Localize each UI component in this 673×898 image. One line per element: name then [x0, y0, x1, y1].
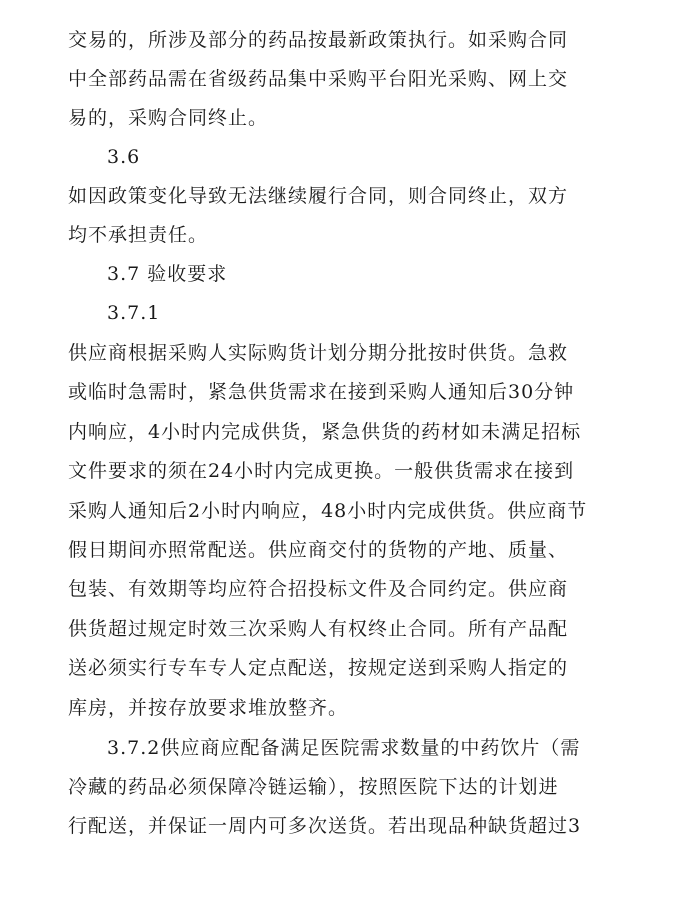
section-heading: 3.6: [107, 146, 141, 168]
text-line: 或临时急需时，紧急供货需求在接到采购人通知后30分钟: [68, 381, 575, 403]
text-line: 假日期间亦照常配送。供应商交付的货物的产地、质量、: [68, 539, 569, 561]
text-line: 送必须实行专车专人定点配送，按规定送到采购人指定的: [68, 657, 569, 679]
text-line: 冷藏的药品必须保障冷链运输），按照医院下达的计划进: [68, 776, 559, 798]
text-line: 交易的，所涉及部分的药品按最新政策执行。如采购合同: [68, 29, 569, 51]
text-line: 采购人通知后2小时内响应，48小时内完成供货。供应商节: [68, 500, 588, 522]
section-heading: 3.7.1: [107, 302, 161, 324]
text-line: 包装、有效期等均应符合招投标文件及合同约定。供应商: [68, 578, 569, 600]
text-line: 内响应，4小时内完成供货，紧急供货的药材如未满足招标: [68, 421, 582, 443]
text-line: 行配送，并保证一周内可多次送货。若出现品种缺货超过3: [68, 815, 582, 837]
section-heading: 3.7 验收要求: [107, 263, 228, 285]
text-line: 文件要求的须在24小时内完成更换。一般供货需求在接到: [68, 460, 575, 482]
text-line: 如因政策变化导致无法继续履行合同，则合同终止，双方: [68, 185, 569, 207]
text-line: 供应商根据采购人实际购货计划分期分批按时供货。急救: [68, 342, 569, 364]
text-line: 易的，采购合同终止。: [68, 107, 269, 129]
text-line: 3.7.2供应商应配备满足医院需求数量的中药饮片（需: [107, 737, 581, 759]
text-line: 库房，并按存放要求堆放整齐。: [68, 697, 349, 719]
text-line: 中全部药品需在省级药品集中采购平台阳光采购、网上交: [68, 68, 569, 90]
text-line: 均不承担责任。: [68, 224, 209, 246]
text-line: 供货超过规定时效三次采购人有权终止合同。所有产品配: [68, 618, 569, 640]
